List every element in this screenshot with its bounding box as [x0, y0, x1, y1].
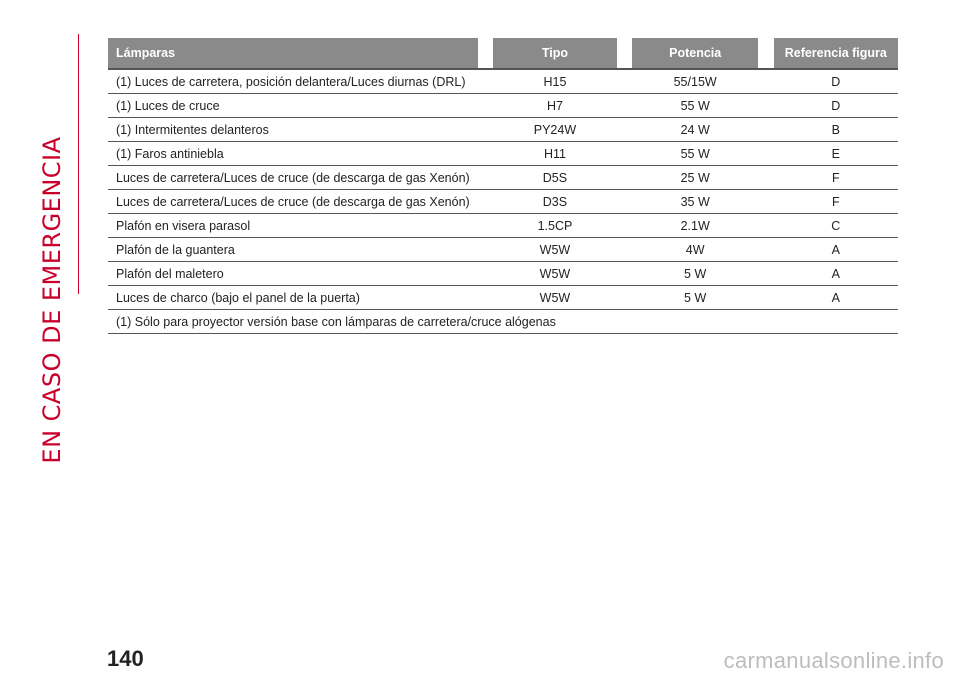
cell-gap [758, 286, 773, 310]
header-gap [758, 38, 773, 70]
cell-lampara: (1) Luces de carretera, posición delantera/Luces diurnas (DRL) [108, 70, 478, 94]
cell-referencia: D [774, 70, 898, 94]
table-row [108, 166, 898, 190]
cell-gap [758, 262, 773, 286]
cell-referencia: A [774, 238, 898, 262]
cell-referencia: A [774, 262, 898, 286]
table-footnote: (1) Sólo para proyector versión base con lámparas de carretera/cruce alógenas [108, 310, 898, 334]
header-potencia: Potencia [632, 38, 758, 70]
cell-tipo: D3S [493, 190, 617, 214]
page-number: 140 [107, 646, 144, 671]
cell-referencia: C [774, 214, 898, 238]
cell-gap [478, 94, 493, 118]
cell-gap [617, 142, 632, 166]
cell-potencia: 55/15W [632, 70, 758, 94]
cell-lampara: Plafón del maletero [108, 262, 478, 286]
cell-tipo: D5S [493, 166, 617, 190]
lamps-table [108, 38, 898, 334]
cell-tipo: W5W [493, 286, 617, 310]
header-gap [617, 38, 632, 70]
cell-referencia: A [774, 286, 898, 310]
cell-lampara: (1) Intermitentes delanteros [108, 118, 478, 142]
cell-referencia: D [774, 94, 898, 118]
cell-referencia: F [774, 166, 898, 190]
cell-gap [617, 214, 632, 238]
cell-gap [478, 238, 493, 262]
table-row [108, 238, 898, 262]
header-lamparas: Lámparas [108, 38, 478, 70]
cell-lampara: Luces de carretera/Luces de cruce (de descarga de gas Xenón) [108, 190, 478, 214]
cell-potencia: 25 W [632, 166, 758, 190]
cell-tipo: 1.5CP [493, 214, 617, 238]
header-gap [478, 38, 493, 70]
cell-gap [758, 118, 773, 142]
cell-gap [478, 214, 493, 238]
cell-tipo: H15 [493, 70, 617, 94]
cell-gap [617, 166, 632, 190]
table-row [108, 286, 898, 310]
cell-gap [478, 262, 493, 286]
cell-gap [617, 262, 632, 286]
cell-lampara: (1) Faros antiniebla [108, 142, 478, 166]
section-divider [78, 34, 79, 294]
cell-gap [478, 190, 493, 214]
cell-referencia: E [774, 142, 898, 166]
cell-tipo: W5W [493, 238, 617, 262]
cell-referencia: F [774, 190, 898, 214]
table-row [108, 262, 898, 286]
cell-gap [478, 166, 493, 190]
cell-gap [758, 238, 773, 262]
cell-gap [758, 70, 773, 94]
cell-gap [478, 286, 493, 310]
cell-tipo: PY24W [493, 118, 617, 142]
watermark: carmanualsonline.info [723, 648, 944, 673]
cell-lampara: (1) Luces de cruce [108, 94, 478, 118]
cell-gap [617, 94, 632, 118]
cell-lampara: Luces de charco (bajo el panel de la puerta) [108, 286, 478, 310]
cell-tipo: W5W [493, 262, 617, 286]
table-row [108, 142, 898, 166]
cell-gap [617, 286, 632, 310]
table-header-row [108, 38, 898, 70]
cell-potencia: 55 W [632, 142, 758, 166]
cell-potencia: 2.1W [632, 214, 758, 238]
cell-gap [758, 94, 773, 118]
section-title-text: EN CASO DE EMERGENCIA [38, 136, 66, 464]
cell-lampara: Luces de carretera/Luces de cruce (de descarga de gas Xenón) [108, 166, 478, 190]
table-row [108, 190, 898, 214]
cell-potencia: 24 W [632, 118, 758, 142]
header-referencia: Referencia figura [774, 38, 898, 70]
cell-gap [758, 214, 773, 238]
cell-potencia: 4W [632, 238, 758, 262]
table-row [108, 94, 898, 118]
table-row [108, 118, 898, 142]
cell-gap [758, 142, 773, 166]
cell-gap [617, 238, 632, 262]
cell-potencia: 55 W [632, 94, 758, 118]
cell-potencia: 35 W [632, 190, 758, 214]
cell-tipo: H7 [493, 94, 617, 118]
cell-gap [478, 70, 493, 94]
cell-gap [478, 118, 493, 142]
cell-potencia: 5 W [632, 286, 758, 310]
cell-referencia: B [774, 118, 898, 142]
table-footnote-row [108, 310, 898, 334]
header-tipo: Tipo [493, 38, 617, 70]
cell-gap [617, 118, 632, 142]
cell-potencia: 5 W [632, 262, 758, 286]
cell-gap [478, 142, 493, 166]
cell-gap [617, 190, 632, 214]
cell-lampara: Plafón de la guantera [108, 238, 478, 262]
cell-tipo: H11 [493, 142, 617, 166]
cell-gap [617, 70, 632, 94]
table-row [108, 70, 898, 94]
cell-gap [758, 166, 773, 190]
table-row [108, 214, 898, 238]
cell-lampara: Plafón en visera parasol [108, 214, 478, 238]
cell-gap [758, 190, 773, 214]
